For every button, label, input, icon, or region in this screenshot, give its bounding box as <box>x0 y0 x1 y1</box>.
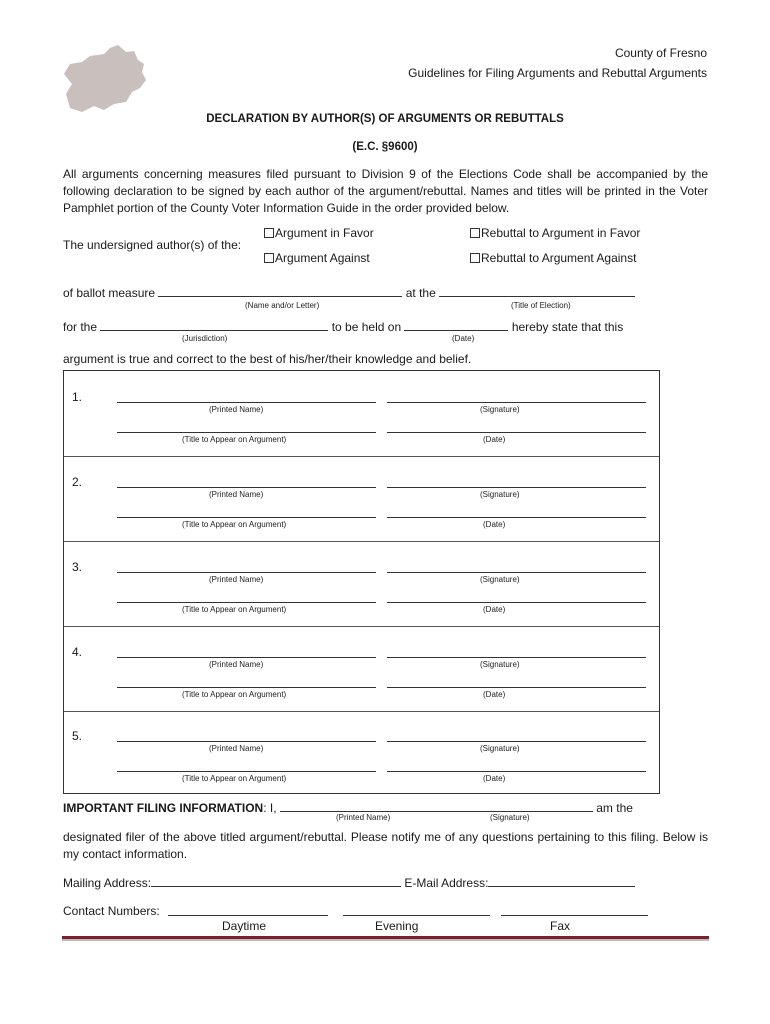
row-number: 2. <box>72 475 83 489</box>
checkbox-rebuttal-favor[interactable]: Rebuttal to Argument in Favor <box>470 226 640 240</box>
row-number: 3. <box>72 560 83 574</box>
caption-signature: (Signature) <box>480 660 520 669</box>
filer-name-signature-field[interactable] <box>280 799 593 812</box>
checkbox-icon <box>264 253 274 263</box>
caption-title: (Title to Appear on Argument) <box>182 690 287 699</box>
checkbox-argument-favor[interactable]: Argument in Favor <box>264 226 374 240</box>
filing-heading: IMPORTANT FILING INFORMATION <box>63 801 264 815</box>
signature-field[interactable] <box>387 487 646 488</box>
mailing-address-field[interactable] <box>151 874 401 887</box>
fax-label: Fax <box>550 919 571 933</box>
date-field[interactable] <box>387 771 646 772</box>
row-number: 5. <box>72 729 83 743</box>
caption-printed-name: (Printed Name) <box>209 660 264 669</box>
author-row <box>64 626 659 712</box>
author-row <box>64 456 659 542</box>
closing-statement: argument is true and correct to the best of his/her/their knowledge and belief. <box>63 352 472 366</box>
caption-name-letter: (Name and/or Letter) <box>245 301 320 310</box>
signature-field[interactable] <box>387 657 646 658</box>
caption-title: (Title to Appear on Argument) <box>182 774 287 783</box>
undersigned-label: The undersigned author(s) of the: <box>63 238 242 252</box>
header-county: County of Fresno <box>614 46 707 60</box>
evening-phone-field[interactable] <box>343 915 490 916</box>
filing-paragraph: designated filer of the above titled argument/rebuttal. Please notify me of any questions pertaining to this filing. Below is my contact information. <box>63 830 708 861</box>
signature-field[interactable] <box>387 741 646 742</box>
checkbox-icon <box>470 228 480 238</box>
intro-paragraph: All arguments concerning measures filed pursuant to Division 9 of the Elections Code shall be accompanied by the following declaration to be signed by each author of the argument/rebuttal. Names and titles will be printed in the Voter Pamphlet portion of the County Voter Information Guide in the order provided below. <box>63 167 708 215</box>
caption-filer-printed-name: (Printed Name) <box>336 813 391 822</box>
printed-name-field[interactable] <box>117 657 376 658</box>
caption-date: (Date) <box>483 435 506 444</box>
caption-jurisdiction: (Jurisdiction) <box>182 334 228 343</box>
title-field[interactable] <box>117 432 376 433</box>
author-row <box>64 710 659 795</box>
printed-name-field[interactable] <box>117 572 376 573</box>
filing-line: IMPORTANT FILING INFORMATION: I, am the <box>63 801 633 815</box>
checkbox-icon <box>470 253 480 263</box>
caption-signature: (Signature) <box>480 490 520 499</box>
caption-signature: (Signature) <box>480 405 520 414</box>
held-on-date-field[interactable] <box>404 318 508 331</box>
title-field[interactable] <box>117 771 376 772</box>
authors-table <box>63 370 660 794</box>
caption-printed-name: (Printed Name) <box>209 744 264 753</box>
author-row <box>64 541 659 627</box>
fax-field[interactable] <box>501 915 648 916</box>
date-field[interactable] <box>387 602 646 603</box>
author-row <box>64 371 659 457</box>
checkbox-icon <box>264 228 274 238</box>
page-title: DECLARATION BY AUTHOR(S) OF ARGUMENTS OR REBUTTALS <box>206 113 564 125</box>
checkbox-argument-against[interactable]: Argument Against <box>264 251 370 265</box>
evening-label: Evening <box>375 919 419 933</box>
election-title-field[interactable] <box>439 284 635 297</box>
date-field[interactable] <box>387 517 646 518</box>
caption-signature: (Signature) <box>480 744 520 753</box>
date-field[interactable] <box>387 687 646 688</box>
caption-title: (Title to Appear on Argument) <box>182 435 287 444</box>
ballot-measure-line: of ballot measure at the <box>63 284 635 300</box>
caption-date: (Date) <box>452 334 475 343</box>
ballot-measure-field[interactable] <box>158 284 402 297</box>
footer-rule-shadow <box>62 939 709 941</box>
caption-date: (Date) <box>483 774 506 783</box>
caption-signature: (Signature) <box>480 575 520 584</box>
jurisdiction-field[interactable] <box>100 318 328 331</box>
email-field[interactable] <box>488 874 635 887</box>
title-field[interactable] <box>117 517 376 518</box>
date-field[interactable] <box>387 432 646 433</box>
signature-field[interactable] <box>387 572 646 573</box>
caption-printed-name: (Printed Name) <box>209 490 264 499</box>
header-guidelines: Guidelines for Filing Arguments and Rebuttal Arguments <box>408 66 707 80</box>
county-logo <box>60 42 150 114</box>
signature-field[interactable] <box>387 402 646 403</box>
row-number: 4. <box>72 645 83 659</box>
caption-filer-signature: (Signature) <box>490 813 530 822</box>
printed-name-field[interactable] <box>117 402 376 403</box>
page-subtitle: (E.C. §9600) <box>352 141 418 153</box>
caption-election-title: (Title of Election) <box>511 301 571 310</box>
caption-date: (Date) <box>483 520 506 529</box>
mailing-line: Mailing Address: E-Mail Address: <box>63 874 635 890</box>
row-number: 1. <box>72 390 83 404</box>
caption-title: (Title to Appear on Argument) <box>182 520 287 529</box>
caption-date: (Date) <box>483 605 506 614</box>
caption-title: (Title to Appear on Argument) <box>182 605 287 614</box>
jurisdiction-line: for the to be held on hereby state that this <box>63 320 624 334</box>
printed-name-field[interactable] <box>117 741 376 742</box>
caption-printed-name: (Printed Name) <box>209 405 264 414</box>
checkbox-rebuttal-against[interactable]: Rebuttal to Argument Against <box>470 251 636 265</box>
contact-numbers-line: Contact Numbers: <box>63 904 160 918</box>
caption-date: (Date) <box>483 690 506 699</box>
printed-name-field[interactable] <box>117 487 376 488</box>
caption-printed-name: (Printed Name) <box>209 575 264 584</box>
title-field[interactable] <box>117 602 376 603</box>
daytime-label: Daytime <box>222 919 267 933</box>
daytime-phone-field[interactable] <box>168 915 328 916</box>
title-field[interactable] <box>117 687 376 688</box>
